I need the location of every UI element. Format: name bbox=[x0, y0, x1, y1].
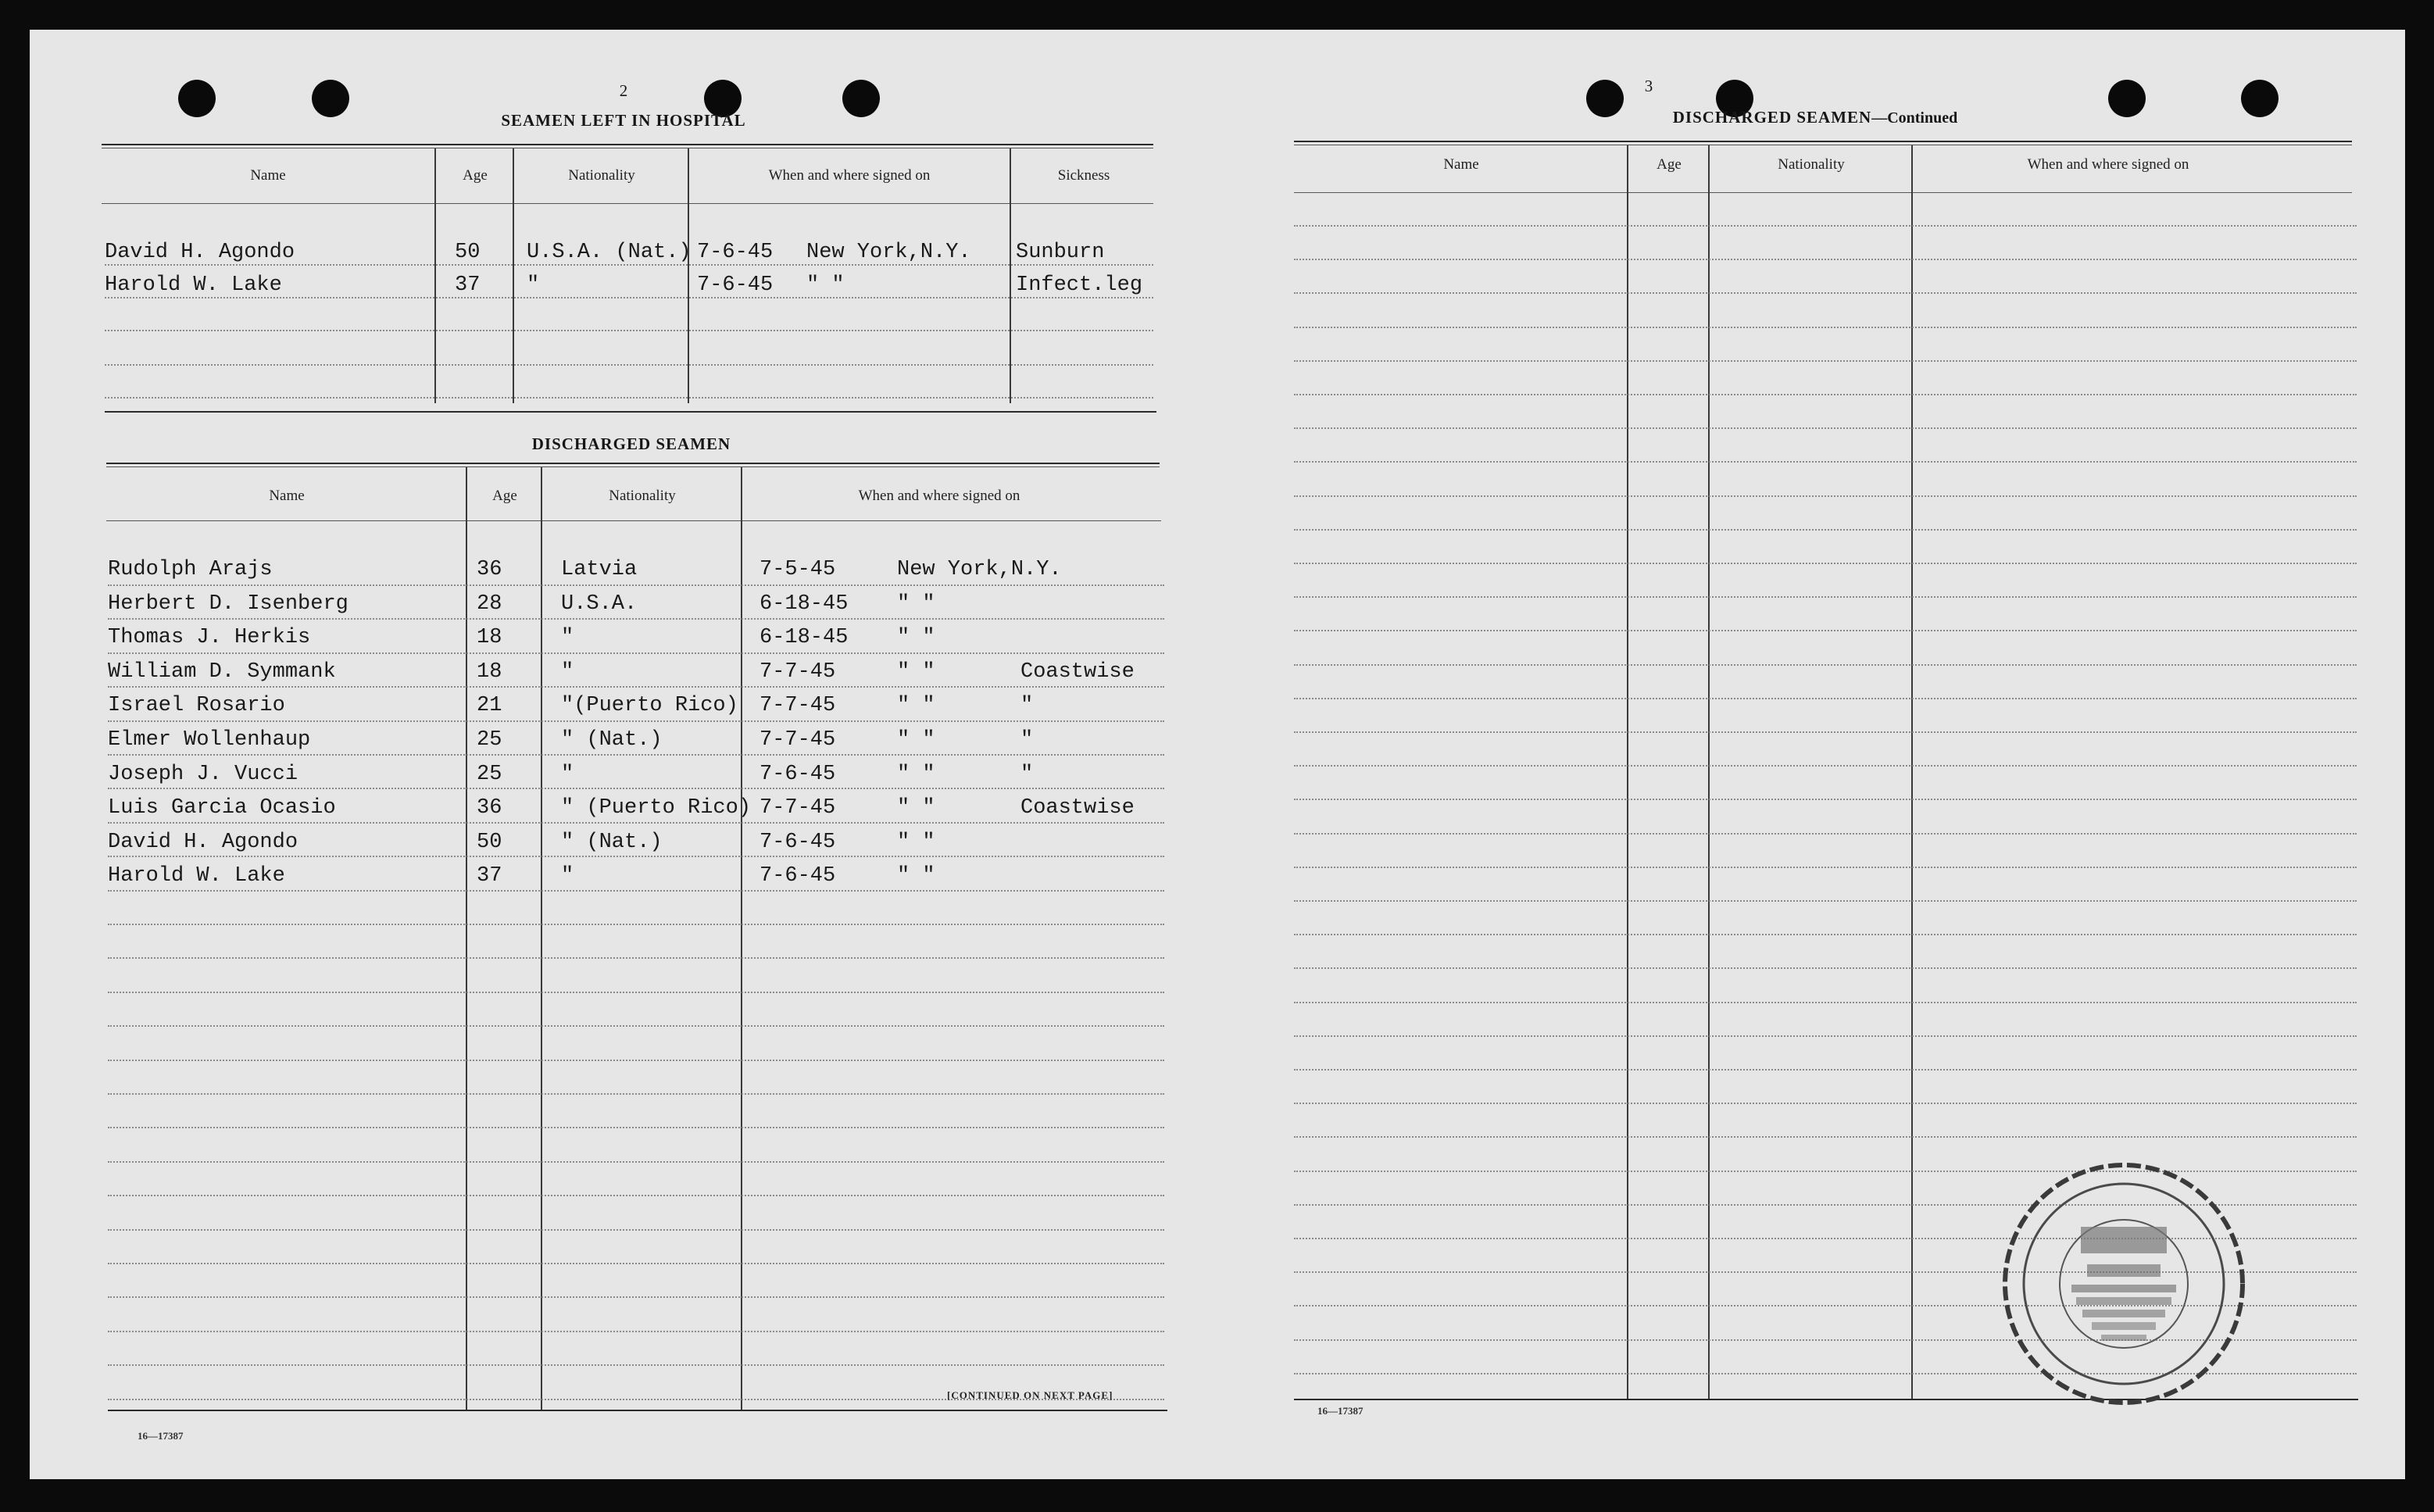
discharged-name-cell: Harold W. Lake bbox=[108, 864, 285, 888]
discharged-name-cell: William D. Symmank bbox=[108, 660, 336, 684]
ruled-line bbox=[108, 992, 1164, 993]
ruled-line bbox=[108, 754, 1164, 756]
hospital-sickness-cell: Sunburn bbox=[1016, 241, 1105, 264]
discharged-date-cell: 7-6-45 bbox=[760, 763, 836, 786]
ruled-line bbox=[1294, 833, 2357, 835]
discharged-nationality-cell: " bbox=[561, 763, 574, 786]
discharged-continued-title bbox=[1639, 108, 1991, 127]
ruled-line bbox=[105, 330, 1153, 331]
ruled-line bbox=[108, 1364, 1164, 1366]
hospital-name-cell: David H. Agondo bbox=[105, 241, 295, 264]
ruled-line bbox=[108, 1296, 1164, 1298]
discharged-extra-cell: " bbox=[1020, 694, 1034, 717]
hospital-place-cell: " " bbox=[806, 273, 845, 297]
ruled-line bbox=[1294, 292, 2357, 294]
ruled-line bbox=[1294, 596, 2357, 598]
discharged-age-cell: 36 bbox=[477, 558, 502, 581]
ruled-line bbox=[108, 788, 1164, 789]
discharged-age-cell: 25 bbox=[477, 728, 502, 752]
hospital-age-cell: 50 bbox=[455, 241, 481, 264]
ruled-line bbox=[1294, 427, 2357, 429]
ruled-line bbox=[1294, 630, 2357, 631]
discharged-place-cell: " " bbox=[897, 864, 935, 888]
hospital-header-signed-on: When and where signed on bbox=[768, 167, 931, 184]
discharged-name-cell: Herbert D. Isenberg bbox=[108, 592, 348, 616]
ruled-line bbox=[108, 1127, 1164, 1128]
discharged-name-cell: Thomas J. Herkis bbox=[108, 626, 311, 649]
discharged-extra-cell: " bbox=[1020, 728, 1034, 752]
ruled-line bbox=[1294, 563, 2357, 564]
ruled-line bbox=[105, 264, 1153, 266]
discharged-date-cell: 7-7-45 bbox=[760, 796, 836, 820]
ruled-line bbox=[105, 397, 1153, 399]
ruled-line bbox=[108, 720, 1164, 722]
discharged-nationality-cell: " bbox=[561, 864, 574, 888]
ruled-line bbox=[1294, 360, 2357, 362]
ruled-line bbox=[108, 1161, 1164, 1163]
hospital-header-age: Age bbox=[463, 167, 488, 184]
discharged-place-cell: " " bbox=[897, 831, 935, 854]
discharged-header-signed-on: When and where signed on bbox=[858, 488, 1020, 504]
punch-hole bbox=[178, 80, 216, 117]
hospital-nationality-cell: U.S.A. (Nat.) bbox=[527, 241, 692, 264]
cont-header-nationality: Nationality bbox=[1778, 156, 1845, 173]
discharged-place-cell: " " bbox=[897, 660, 935, 684]
discharged-name-cell: Elmer Wollenhaup bbox=[108, 728, 311, 752]
page-number-right: 3 bbox=[1644, 77, 1653, 95]
ruled-line bbox=[1294, 799, 2357, 800]
discharged-extra-cell: " bbox=[1020, 763, 1034, 786]
discharged-place-cell: " " bbox=[897, 796, 935, 820]
discharged-date-cell: 7-6-45 bbox=[760, 831, 836, 854]
discharged-place-cell: " " bbox=[897, 728, 935, 752]
ruled-line bbox=[1294, 1103, 2357, 1104]
page-number-left: 2 bbox=[619, 81, 628, 100]
ruled-line bbox=[1294, 1069, 2357, 1071]
ruled-line bbox=[1294, 664, 2357, 666]
discharged-name-cell: Luis Garcia Ocasio bbox=[108, 796, 336, 820]
discharged-nationality-cell: " bbox=[561, 660, 574, 684]
ruled-line bbox=[1294, 495, 2357, 497]
discharged-continued-title-main: DISCHARGED SEAMEN bbox=[1672, 108, 1872, 127]
ruled-line bbox=[108, 957, 1164, 959]
discharged-age-cell: 25 bbox=[477, 763, 502, 786]
punch-hole bbox=[312, 80, 349, 117]
discharged-date-cell: 6-18-45 bbox=[760, 592, 849, 616]
ruled-line bbox=[1294, 259, 2357, 260]
ruled-line bbox=[1294, 900, 2357, 902]
discharged-date-cell: 7-5-45 bbox=[760, 558, 836, 581]
punch-hole bbox=[842, 80, 880, 117]
ruled-line bbox=[1294, 967, 2357, 969]
ruled-line bbox=[1294, 765, 2357, 767]
ruled-line bbox=[105, 297, 1153, 298]
immigration-postmark-stamp bbox=[1995, 1155, 2253, 1413]
ruled-line bbox=[108, 1331, 1164, 1332]
punch-hole bbox=[2108, 80, 2146, 117]
hospital-sickness-cell: Infect.leg bbox=[1016, 273, 1143, 297]
discharged-age-cell: 50 bbox=[477, 831, 502, 854]
ruled-line bbox=[1294, 1002, 2357, 1003]
discharged-nationality-cell: U.S.A. bbox=[561, 592, 638, 616]
hospital-place-cell: New York,N.Y. bbox=[806, 241, 971, 264]
discharged-header-nationality: Nationality bbox=[609, 488, 676, 504]
discharged-age-cell: 28 bbox=[477, 592, 502, 616]
discharged-age-cell: 18 bbox=[477, 660, 502, 684]
ruled-line bbox=[108, 1025, 1164, 1027]
cont-header-age: Age bbox=[1657, 156, 1682, 173]
hospital-age-cell: 37 bbox=[455, 273, 481, 297]
discharged-name-cell: Joseph J. Vucci bbox=[108, 763, 298, 786]
ruled-line bbox=[1294, 327, 2357, 328]
form-number-right: 16—17387 bbox=[1317, 1405, 1364, 1417]
discharged-extra-cell: Coastwise bbox=[1020, 796, 1135, 820]
ruled-line bbox=[1294, 698, 2357, 699]
hospital-header-nationality: Nationality bbox=[568, 167, 635, 184]
discharged-date-cell: 7-7-45 bbox=[760, 660, 836, 684]
ruled-line bbox=[108, 924, 1164, 925]
ruled-line bbox=[108, 1195, 1164, 1196]
ruled-line bbox=[1294, 394, 2357, 395]
ruled-line bbox=[1294, 731, 2357, 733]
discharged-place-cell: " " bbox=[897, 592, 935, 616]
ruled-line bbox=[105, 364, 1153, 366]
hospital-header-sickness: Sickness bbox=[1057, 167, 1110, 184]
form-number-left: 16—17387 bbox=[138, 1430, 184, 1442]
discharged-extra-cell: Coastwise bbox=[1020, 660, 1135, 684]
cont-header-signed-on: When and where signed on bbox=[2027, 156, 2189, 173]
hospital-section-title: SEAMEN LEFT IN HOSPITAL bbox=[501, 111, 746, 130]
discharged-date-cell: 7-6-45 bbox=[760, 864, 836, 888]
discharged-continued-title-suffix: —Continued bbox=[1871, 109, 1958, 127]
discharged-place-cell: " " bbox=[897, 626, 935, 649]
hospital-date-cell: 7-6-45 bbox=[697, 241, 774, 264]
discharged-date-cell: 6-18-45 bbox=[760, 626, 849, 649]
discharged-name-cell: Rudolph Arajs bbox=[108, 558, 273, 581]
ruled-line bbox=[108, 890, 1164, 892]
ruled-line bbox=[108, 686, 1164, 688]
continued-next-page-note: [CONTINUED ON NEXT PAGE] bbox=[947, 1389, 1113, 1401]
discharged-name-cell: David H. Agondo bbox=[108, 831, 298, 854]
ruled-line bbox=[108, 584, 1164, 586]
discharged-place-cell: " " bbox=[897, 763, 935, 786]
discharged-nationality-cell: Latvia bbox=[561, 558, 638, 581]
punch-hole bbox=[1586, 80, 1624, 117]
ruled-line bbox=[108, 856, 1164, 857]
discharged-nationality-cell: " bbox=[561, 626, 574, 649]
discharged-place-cell: " " bbox=[897, 694, 935, 717]
discharged-age-cell: 36 bbox=[477, 796, 502, 820]
discharged-section-title: DISCHARGED SEAMEN bbox=[531, 434, 731, 453]
discharged-place-cell: New York,N.Y. bbox=[897, 558, 1062, 581]
discharged-nationality-cell: " (Nat.) bbox=[561, 831, 663, 854]
hospital-date-cell: 7-6-45 bbox=[697, 273, 774, 297]
ruled-line bbox=[1294, 1035, 2357, 1037]
ruled-line bbox=[108, 618, 1164, 620]
discharged-nationality-cell: " (Puerto Rico) bbox=[561, 796, 752, 820]
ruled-line bbox=[108, 822, 1164, 824]
hospital-nationality-cell: " bbox=[527, 273, 540, 297]
discharged-date-cell: 7-7-45 bbox=[760, 694, 836, 717]
hospital-header-name: Name bbox=[250, 167, 286, 184]
discharged-header-age: Age bbox=[492, 488, 517, 504]
cont-header-name: Name bbox=[1443, 156, 1479, 173]
discharged-nationality-cell: "(Puerto Rico) bbox=[561, 694, 738, 717]
discharged-age-cell: 18 bbox=[477, 626, 502, 649]
discharged-date-cell: 7-7-45 bbox=[760, 728, 836, 752]
punch-hole bbox=[2241, 80, 2279, 117]
hospital-name-cell: Harold W. Lake bbox=[105, 273, 282, 297]
discharged-age-cell: 21 bbox=[477, 694, 502, 717]
ruled-line bbox=[108, 1060, 1164, 1061]
ruled-line bbox=[1294, 529, 2357, 531]
document-sheet bbox=[30, 30, 2405, 1479]
ruled-line bbox=[1294, 934, 2357, 935]
ruled-line bbox=[1294, 461, 2357, 463]
ruled-line bbox=[108, 1229, 1164, 1231]
discharged-name-cell: Israel Rosario bbox=[108, 694, 285, 717]
ruled-line bbox=[1294, 225, 2357, 227]
discharged-header-name: Name bbox=[269, 488, 305, 504]
ruled-line bbox=[108, 1093, 1164, 1095]
discharged-nationality-cell: " (Nat.) bbox=[561, 728, 663, 752]
ruled-line bbox=[1294, 1136, 2357, 1138]
hospital-top-rule bbox=[102, 144, 1153, 145]
ruled-line bbox=[108, 1263, 1164, 1264]
ruled-line bbox=[1294, 867, 2357, 868]
ruled-line bbox=[108, 652, 1164, 654]
discharged-age-cell: 37 bbox=[477, 864, 502, 888]
